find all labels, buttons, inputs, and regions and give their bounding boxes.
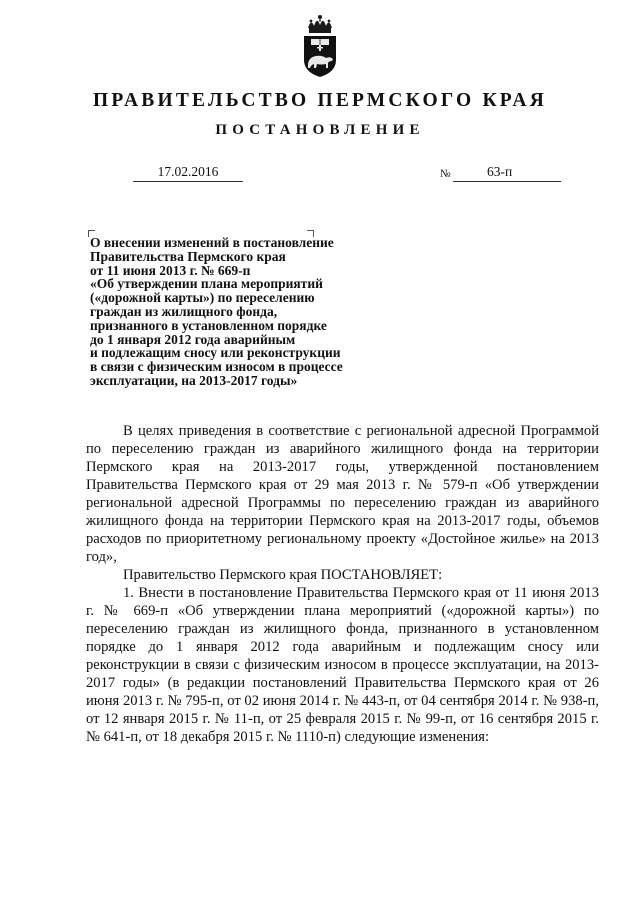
number-sign: № — [440, 168, 451, 180]
body-paragraph-item-1: 1. Внести в постановление Правительства Пермского края от 11 июня 2013 г. № 669-п «Об утверждении плана мероприятий («дорожной карты») по переселению граждан из жилищного фонда, признанного в установленном порядке до 1 января 2012 года аварийным и подлежащим сносу или реконструкции в связи с физическим износом в процессе эксплуатации, на 2013-2017 годы» (в редакции постановлений Правительства Пермского края от 26 июня 2013 г. № 795-п, от 02 июня 2014 г. № 443-п, от 04 сентября 2014 г. № 938-п, от 12 января 2015 г. № 11-п, от 25 февраля 2015 г. № 99-п, от 16 сентября 2015 г. № 641-п, от 18 декабря 2015 г. № 1110-п) следующие изменения: — [86, 585, 599, 745]
document-number-field — [453, 164, 561, 182]
coat-of-arms-icon — [300, 14, 340, 78]
government-title: ПРАВИТЕЛЬСТВО ПЕРМСКОГО КРАЯ — [93, 90, 547, 111]
subject-line: в связи с физическим износом в процессе — [90, 359, 343, 375]
subject-line: («дорожной карты») по переселению — [90, 290, 315, 306]
subject-line: Правительства Пермского края — [90, 248, 286, 264]
document-date: 17.02.2016 — [133, 164, 243, 182]
document-body — [86, 422, 599, 746]
subject-line: «Об утверждении плана мероприятий — [90, 276, 323, 292]
subject-line: до 1 января 2012 года аварийным — [90, 331, 296, 347]
document-type-title: ПОСТАНОВЛЕНИЕ — [215, 122, 425, 138]
body-paragraph-resolves: Правительство Пермского края ПОСТАНОВЛЯЕТ: — [123, 567, 443, 583]
subject-line: граждан из жилищного фонда, — [90, 303, 278, 319]
subject-line: от 11 июня 2013 г. № 669-п — [90, 262, 251, 278]
body-paragraph-preamble: В целях приведения в соответствие с региональной адресной Программой по переселению граждан из аварийного жилищного фонда на территории Пермского края на 2013-2017 годы, утвержденной постановлением Правительства Пермского края от 29 мая 2013 г. № 579-п «Об утверждении региональной адресной Программы по переселению граждан из аварийного жилищного фонда на территории Пермского края на 2013-2017 годы, объемов расходов по приоритетному региональному проекту «Достойное жилье» на 2013 год», — [86, 423, 599, 565]
subject-line: О внесении изменений в постановление — [90, 235, 334, 250]
document-subject — [90, 236, 390, 388]
subject-line: признанного в установленном порядке — [90, 317, 327, 333]
subject-line: и подлежащим сносу или реконструкции — [90, 345, 341, 361]
subject-line: эксплуатации, на 2013-2017 годы» — [90, 372, 298, 388]
document-number: 63-п — [487, 164, 513, 179]
